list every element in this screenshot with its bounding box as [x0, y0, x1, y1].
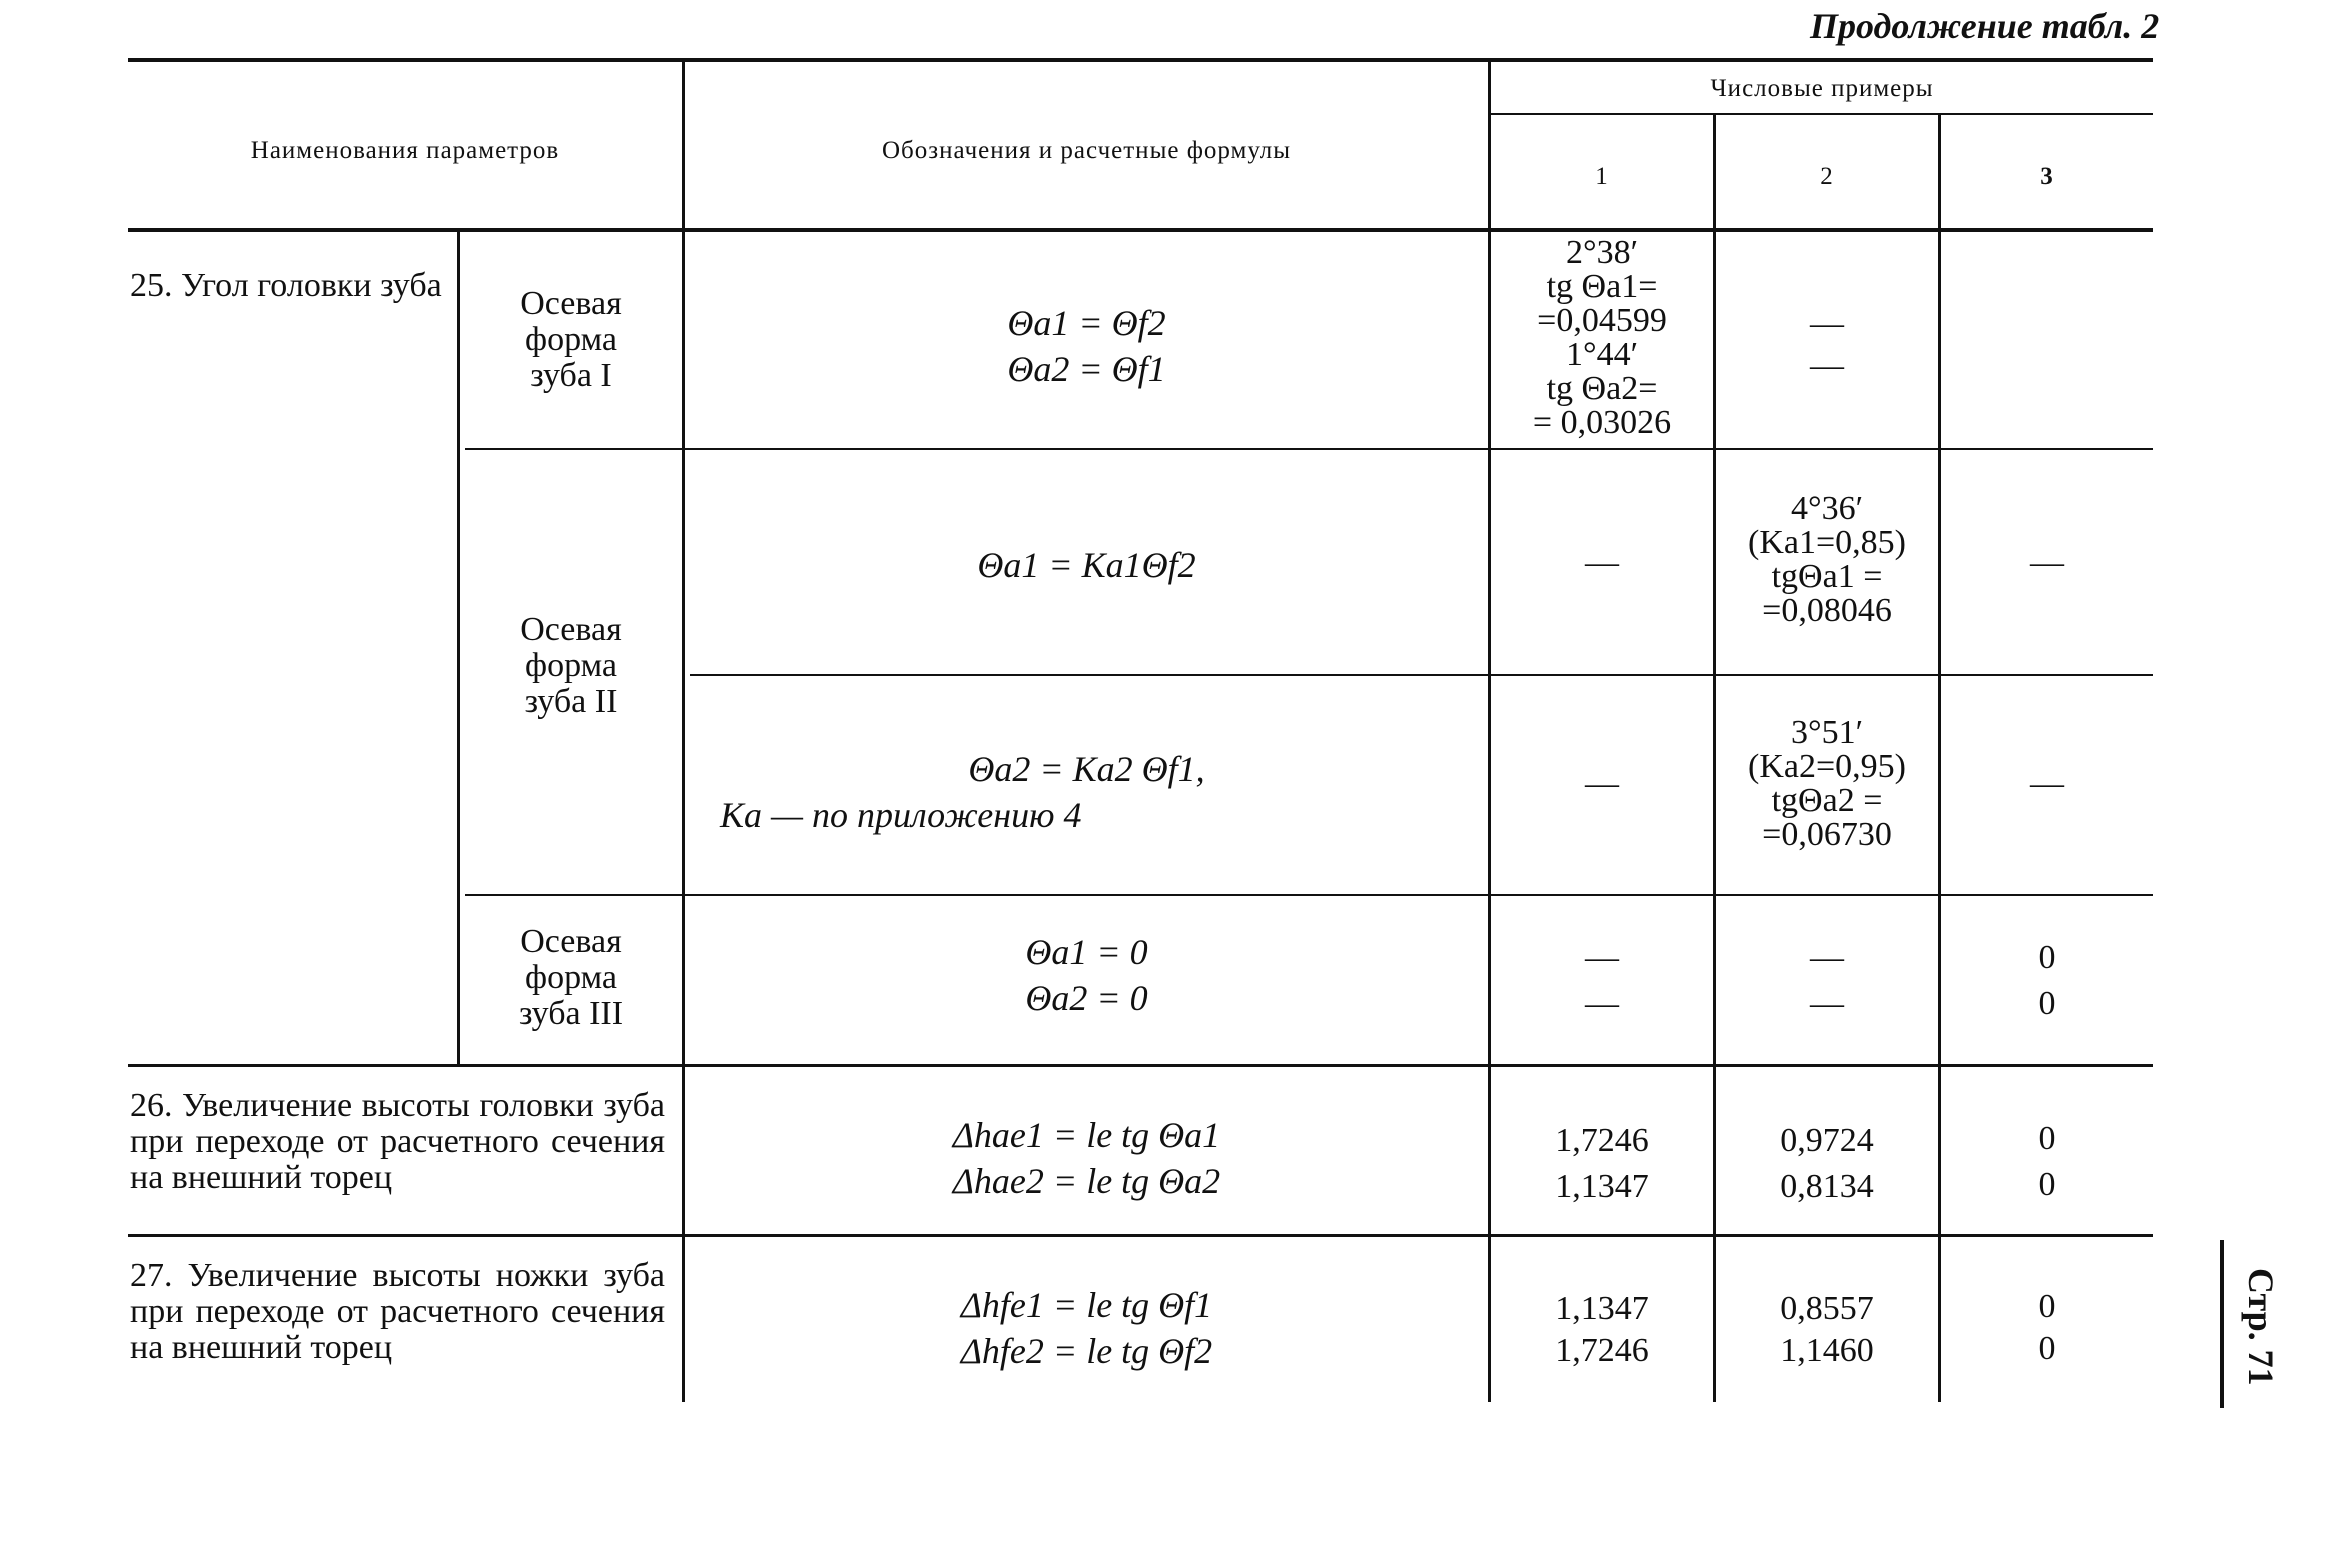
form3-label-line: Осевая [520, 923, 622, 960]
form2a-example-2 [1716, 492, 1938, 628]
value-line: 0,8557 [1780, 1290, 1874, 1327]
form2-label [460, 612, 682, 720]
formula-line: Δhfe1 = le tg Θf1 [960, 1285, 1213, 1325]
formula-line: Δhae2 = le tg Θa2 [952, 1161, 1221, 1201]
value-line: tg Θa2= [1546, 370, 1658, 407]
zero-value: 0 [2038, 985, 2056, 1022]
row26-bottom-rule [128, 1234, 2153, 1237]
value-line: = 0,03026 [1532, 404, 1672, 441]
dash-value: — [1585, 939, 1619, 976]
header-formulas: Обозначения и расчетные формулы [881, 137, 1292, 164]
zero-value: 0 [2038, 1288, 2056, 1325]
zero-value: 0 [2038, 1120, 2056, 1157]
formula-line: Δhae1 = le tg Θa1 [952, 1115, 1221, 1155]
value-line: 2°38′ [1565, 234, 1639, 271]
dash-value: — [1810, 939, 1844, 976]
row26-title: 26. Увеличение высоты головки зуба при переходе от расчетного сечения на внешний торец [130, 1087, 665, 1196]
value-line: 1,1460 [1780, 1332, 1874, 1369]
value-line: (Ka1=0,85) [1748, 524, 1906, 561]
header-example-2: 2 [1820, 163, 1834, 190]
page-number: Стр. 71 [2241, 1268, 2281, 1386]
formula-line: Θa1 = 0 [1025, 932, 1148, 972]
form3-label [460, 924, 682, 1032]
form3-label-line: зуба III [518, 995, 624, 1032]
form2b-example-2 [1716, 716, 1938, 852]
form2b-example-1: — [1585, 765, 1619, 802]
dash-value: — [1810, 347, 1844, 384]
dash-value: — [1810, 305, 1844, 342]
row26-example-2 [1716, 1118, 1938, 1210]
form3-example-3 [1941, 935, 2153, 1027]
value-line: 4°36′ [1790, 490, 1864, 527]
row27-example-2 [1716, 1288, 1938, 1372]
form2b-example-3: — [2030, 765, 2064, 802]
form1-example-2 [1716, 303, 1938, 387]
examples-header-rule [1488, 113, 2153, 115]
header-examples: Числовые примеры [1710, 75, 1934, 102]
value-line: (Ka2=0,95) [1748, 748, 1906, 785]
row27-title: 27. Увеличение высоты ножки зуба при переходе от расчетного сечения на внешний торец [130, 1257, 665, 1366]
formula-line: Δhfe2 = le tg Θf2 [960, 1331, 1213, 1371]
row26-example-1 [1491, 1118, 1713, 1210]
top-rule [128, 58, 2153, 62]
header-bottom-rule [128, 228, 2153, 232]
form1-formula [685, 300, 1488, 392]
form2-bottom-rule [465, 894, 2153, 896]
zero-value: 0 [2038, 1330, 2056, 1367]
zero-value: 0 [2038, 1166, 2056, 1203]
header-example-3: 3 [2040, 163, 2054, 190]
value-line: tgΘa2 = [1771, 782, 1883, 819]
value-line: 1,1347 [1555, 1168, 1649, 1205]
value-line: =0,06730 [1762, 816, 1892, 853]
value-line: 0,8134 [1780, 1168, 1874, 1205]
form3-formula [685, 929, 1488, 1021]
formula-line: Θa2 = Ka2 Θf1, [968, 749, 1205, 789]
row26-formula [685, 1112, 1488, 1204]
form3-example-1 [1491, 935, 1713, 1027]
col-divider-ex2 [1938, 115, 1941, 1402]
form2a-bottom-rule [690, 674, 2153, 676]
formula-line: Θa2 = Θf1 [1007, 349, 1166, 389]
form1-label-line: Осевая [520, 285, 622, 322]
formula-line: Θa2 = 0 [1025, 978, 1148, 1018]
page-number-rule [2220, 1240, 2224, 1408]
value-line: tgΘa1 = [1771, 558, 1883, 595]
value-line: 1,1347 [1555, 1290, 1649, 1327]
form2a-formula: Θa1 = Ka1Θf2 [977, 545, 1196, 585]
form2-label-line: Осевая [520, 611, 622, 648]
value-line: =0,08046 [1762, 592, 1892, 629]
row27-example-1 [1491, 1288, 1713, 1372]
formula-line: Ka — по приложению 4 [720, 795, 1082, 835]
form2-label-line: зуба II [524, 683, 618, 720]
value-line: 0,9724 [1780, 1122, 1874, 1159]
header-example-1: 1 [1595, 163, 1609, 190]
header-parameters: Наименования параметров [250, 137, 560, 164]
row27-formula [685, 1282, 1488, 1374]
row25-bottom-rule [128, 1064, 2153, 1067]
zero-value: 0 [2038, 939, 2056, 976]
dash-value: — [1585, 985, 1619, 1022]
form1-label [460, 286, 682, 394]
form2b-formula [685, 746, 1488, 838]
dash-value: — [1810, 985, 1844, 1022]
value-line: 3°51′ [1790, 714, 1864, 751]
form2a-example-3: — [2030, 544, 2064, 581]
value-line: tg Θa1= [1546, 268, 1658, 305]
value-line: 1,7246 [1555, 1332, 1649, 1369]
form2-label-line: форма [525, 647, 617, 684]
form1-label-line: зуба I [530, 357, 612, 394]
value-line: 1°44′ [1565, 336, 1639, 373]
row26-example-3 [1941, 1116, 2153, 1208]
formula-line: Θa1 = Θf2 [1007, 303, 1166, 343]
continuation-label: Продолжение табл. 2 [1810, 6, 2160, 46]
form2a-example-1: — [1585, 544, 1619, 581]
row27-example-3 [1941, 1286, 2153, 1370]
form3-label-line: форма [525, 959, 617, 996]
form1-label-line: форма [525, 321, 617, 358]
value-line: 1,7246 [1555, 1122, 1649, 1159]
row25-title: 25. Угол головки зуба [130, 267, 442, 304]
form1-example-1 [1491, 236, 1713, 440]
form3-example-2 [1716, 935, 1938, 1027]
form1-bottom-rule [465, 448, 2153, 450]
value-line: =0,04599 [1537, 302, 1667, 339]
